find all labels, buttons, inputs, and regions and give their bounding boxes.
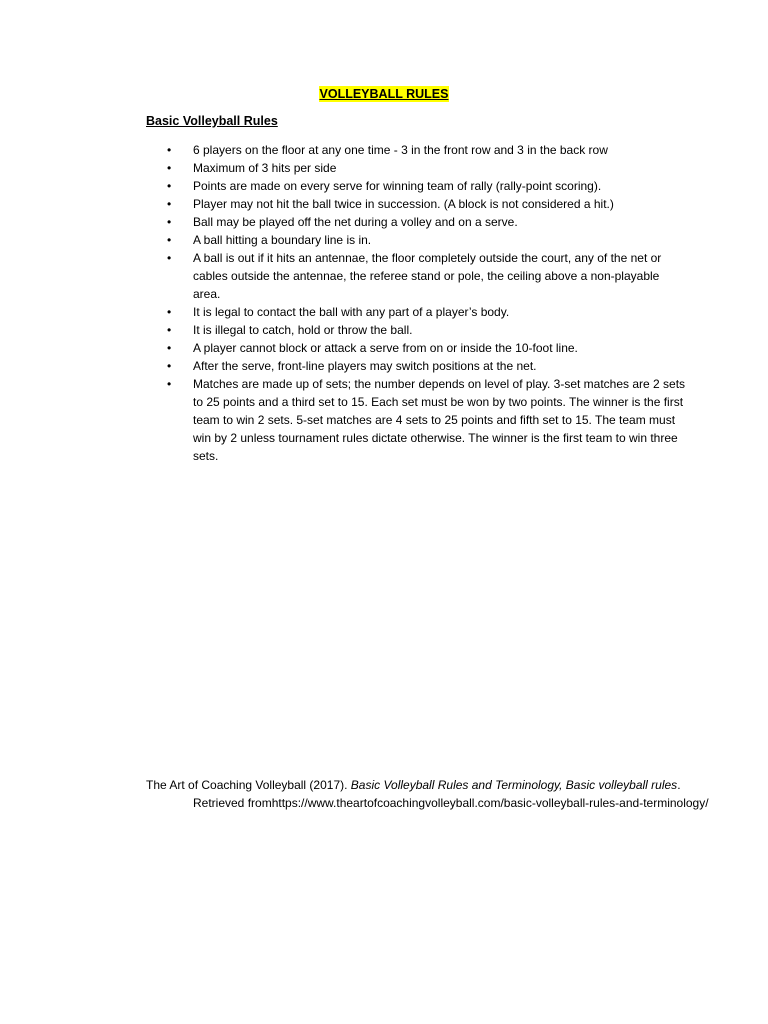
rule-text: Player may not hit the ball twice in succession. (A block is not considered a hit.)	[193, 197, 614, 211]
document-title: VOLLEYBALL RULES	[319, 87, 449, 101]
rule-text: Ball may be played off the net during a volley and on a serve.	[193, 215, 518, 229]
reference-title: Basic Volleyball Rules and Terminology, Basic volleyball rules	[350, 778, 678, 792]
section-heading: Basic Volleyball Rules	[146, 114, 278, 128]
bullet-icon: •	[167, 359, 172, 373]
reference-retrieved: . Retrieved fromhttps://www.theartofcoachingvolleyball.com/basic-volleyball-rules-and-terminology/	[193, 778, 709, 810]
rule-text: It is legal to contact the ball with any part of a player’s body.	[193, 305, 510, 319]
rule-text: Points are made on every serve for winning team of rally (rally-point scoring).	[193, 179, 602, 193]
rule-item	[166, 177, 686, 195]
bullet-icon: •	[167, 251, 172, 265]
bullet-icon: •	[167, 215, 172, 229]
bullet-icon: •	[167, 305, 172, 319]
rule-text: After the serve, front-line players may switch positions at the net.	[193, 359, 537, 373]
rule-text: Matches are made up of sets; the number depends on level of play. 3-set matches are 2 sets to 25 points and a third set to 15. Each set must be won by two points. The winner is the first team to win 2 sets. 5-set matches are 4 sets to 25 points and fifth set to 15. The team must win by 2 unless tournament rules dictate otherwise. The winner is the first team to win three sets.	[193, 377, 686, 463]
bullet-icon: •	[167, 197, 172, 211]
rule-text: Maximum of 3 hits per side	[193, 161, 337, 175]
rule-text: A player cannot block or attack a serve from on or inside the 10-foot line.	[193, 341, 578, 355]
rule-item	[166, 303, 686, 321]
bullet-icon: •	[167, 377, 172, 391]
rule-item	[166, 321, 686, 339]
rule-text: A ball hitting a boundary line is in.	[193, 233, 372, 247]
rule-item	[166, 141, 686, 159]
rule-item	[166, 357, 686, 375]
title-container	[0, 85, 768, 103]
rule-text: It is illegal to catch, hold or throw the ball.	[193, 323, 413, 337]
rule-text: A ball is out if it hits an antennae, the floor completely outside the court, any of the net or cables outside the antennae, the referee stand or pole, the ceiling above a non-playable area.	[193, 251, 662, 301]
rule-item	[166, 195, 686, 213]
reference-citation	[146, 776, 721, 812]
rule-item	[166, 339, 686, 357]
rule-item	[166, 159, 686, 177]
bullet-icon: •	[167, 233, 172, 247]
reference-author-year: The Art of Coaching Volleyball (2017).	[146, 778, 351, 792]
rule-item	[166, 213, 686, 231]
bullet-icon: •	[167, 143, 172, 157]
rule-text: 6 players on the floor at any one time - 3 in the front row and 3 in the back row	[193, 143, 608, 157]
bullet-icon: •	[167, 161, 172, 175]
rule-item	[166, 231, 686, 249]
bullet-icon: •	[167, 323, 172, 337]
rules-list	[166, 141, 686, 465]
rule-item	[166, 249, 686, 303]
bullet-icon: •	[167, 341, 172, 355]
bullet-icon: •	[167, 179, 172, 193]
rule-item	[166, 375, 686, 465]
